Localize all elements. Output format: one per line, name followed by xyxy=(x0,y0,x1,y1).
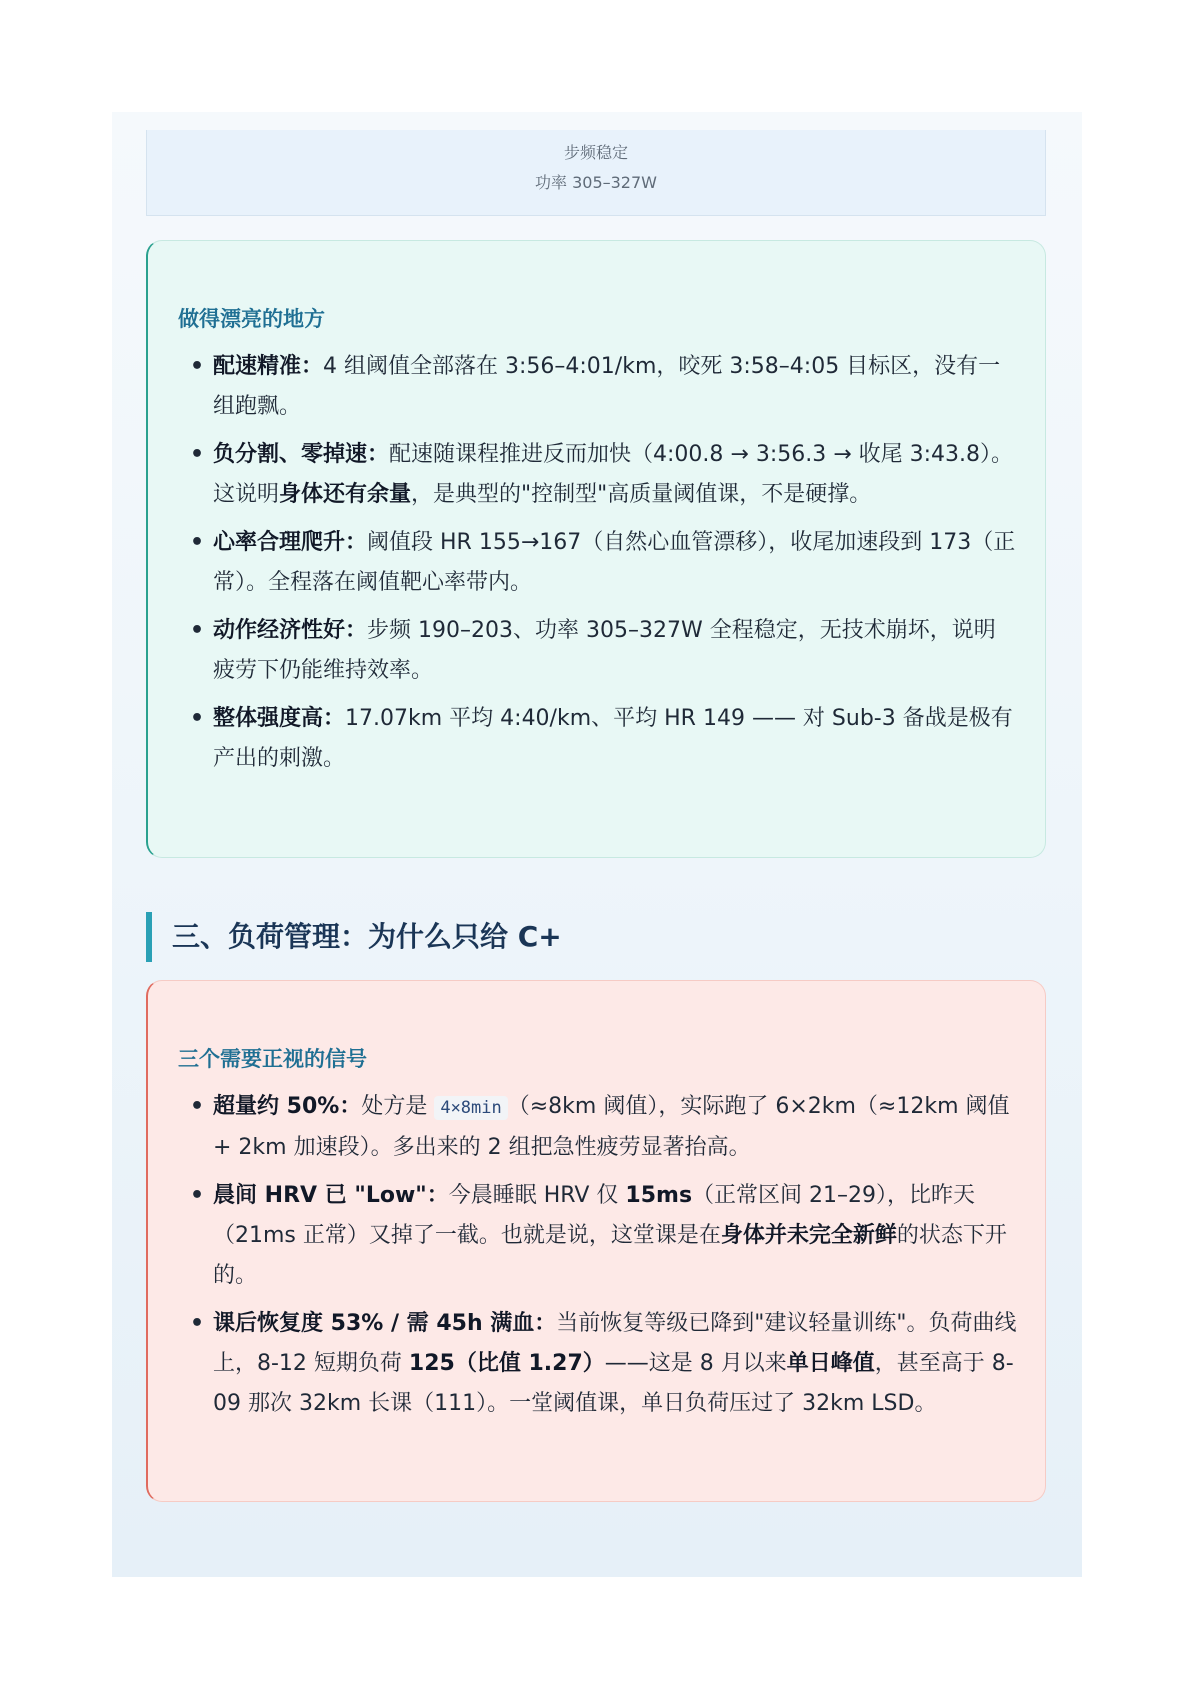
item-text: 17.07km 平均 4:40/km、平均 HR 149 —— 对 Sub-3 备战是极有产出的刺激。 xyxy=(213,706,1013,771)
strengths-list xyxy=(178,347,1017,779)
bullet: • xyxy=(190,1311,205,1336)
warnings-list xyxy=(178,1087,1017,1424)
item-label: 超量约 50%： xyxy=(213,1094,362,1119)
bullet: • xyxy=(190,442,205,467)
item-text: 处方是 xyxy=(361,1094,435,1119)
strengths-callout xyxy=(146,240,1046,858)
item-text: 当前恢复等级已降到"建议轻量训练"。负荷曲线上，8-12 短期负荷 xyxy=(213,1311,1017,1376)
item-label: 整体强度高： xyxy=(213,706,346,731)
cadence-note: 步频稳定 xyxy=(563,143,628,162)
list-item xyxy=(178,523,1017,603)
list-item xyxy=(178,1304,1017,1424)
page xyxy=(112,112,1082,1577)
item-label: 课后恢复度 53% / 需 45h 满血： xyxy=(213,1311,557,1336)
item-label: 心率合理爬升： xyxy=(213,530,368,555)
power-note: 功率 305–327W xyxy=(535,173,657,192)
metric-card-footer xyxy=(146,130,1046,216)
item-text: （正常区间 21–29），比昨天（21ms 正常）又掉了一截。也就是说，这堂课是在 xyxy=(213,1183,976,1248)
item-emphasis: 身体并未完全新鲜 xyxy=(720,1223,897,1248)
item-label: 负分割、零掉速： xyxy=(213,442,390,467)
bullet: • xyxy=(190,354,205,379)
item-text: 步频 190–203、功率 305–327W 全程稳定，无技术崩坏，说明疲劳下仍能维持效率。 xyxy=(213,618,996,683)
strengths-title: 做得漂亮的地方 xyxy=(178,307,325,331)
item-label: 晨间 HRV 已 "Low"： xyxy=(213,1183,449,1208)
item-label: 动作经济性好： xyxy=(213,618,368,643)
item-emphasis: 身体还有余量 xyxy=(279,482,412,507)
bullet: • xyxy=(190,618,205,643)
bullet: • xyxy=(190,1183,205,1208)
item-text: ——这是 8 月以来 xyxy=(604,1351,787,1376)
item-text: ，是典型的"控制型"高质量阈值课，不是硬撑。 xyxy=(411,482,872,507)
item-text: （≈8km 阈值），实际跑了 6×2km（≈12km 阈值 + 2km 加速段）。多出来的 2 组把急性疲劳显著抬高。 xyxy=(213,1094,1010,1160)
item-text: 今晨睡眠 HRV 仅 xyxy=(448,1183,626,1208)
warnings-title: 三个需要正视的信号 xyxy=(178,1047,367,1071)
item-text: 配速随课程推进反而加快（4:00.8 → 3:56.3 → 收尾 3:43.8）。这说明 xyxy=(213,442,1014,507)
bullet: • xyxy=(190,1094,205,1119)
warnings-callout xyxy=(146,980,1046,1502)
list-item xyxy=(178,1087,1017,1168)
item-label: 配速精准： xyxy=(213,354,324,379)
item-emphasis: 125（比值 1.27） xyxy=(408,1351,605,1376)
inline-code: 4×8min xyxy=(434,1096,507,1120)
item-text: 的状态下开的。 xyxy=(213,1223,1007,1288)
item-text: ，甚至高于 8-09 那次 32km 长课（111）。一堂阈值课，单日负荷压过了 32km LSD。 xyxy=(213,1351,1014,1416)
item-emphasis: 15ms xyxy=(625,1183,693,1208)
section-heading: 三、负荷管理：为什么只给 C+ xyxy=(146,912,1046,962)
bullet: • xyxy=(190,530,205,555)
list-item xyxy=(178,699,1017,779)
item-text: 4 组阈值全部落在 3:56–4:01/km，咬死 3:58–4:05 目标区，没有一组跑飘。 xyxy=(213,354,1001,419)
bullet: • xyxy=(190,706,205,731)
list-item xyxy=(178,347,1017,427)
list-item xyxy=(178,435,1017,515)
item-text: 阈值段 HR 155→167（自然心血管漂移），收尾加速段到 173（正常）。全程落在阈值靶心率带内。 xyxy=(213,530,1016,595)
list-item xyxy=(178,611,1017,691)
item-emphasis: 单日峰值 xyxy=(786,1351,875,1376)
list-item xyxy=(178,1176,1017,1296)
